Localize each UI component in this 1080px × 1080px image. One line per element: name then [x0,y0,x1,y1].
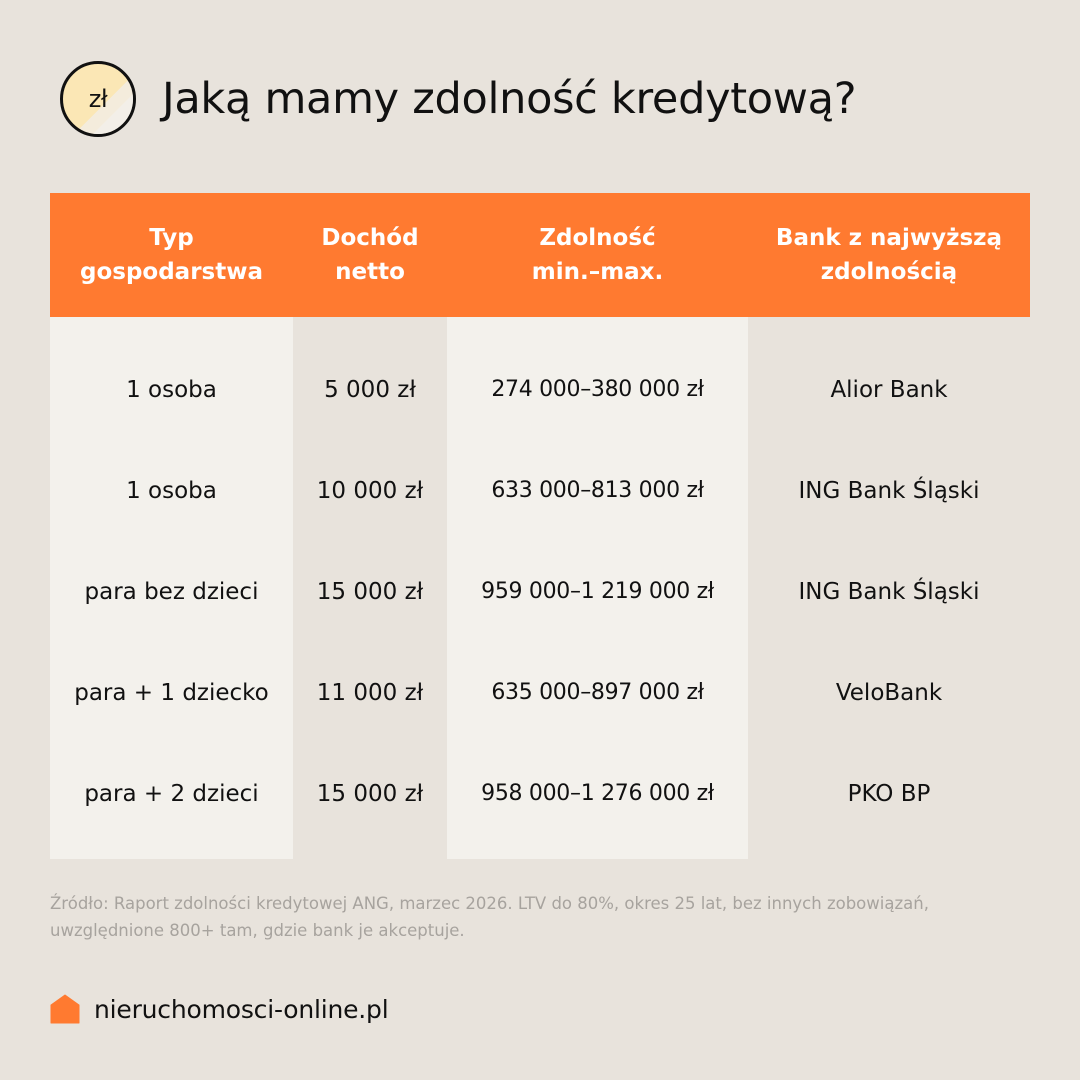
house-icon-svg [50,994,80,1024]
column-header-income: Dochód netto [321,225,419,285]
cell-bank: Alior Bank [830,376,948,403]
cell-capacity-range: 958 000–1 276 000 zł [481,781,714,806]
brand-footer[interactable] [50,994,388,1024]
table-row [50,642,1030,743]
cell-household: para + 2 dzieci [84,780,259,807]
house-icon [50,994,80,1024]
cell-bank: VeloBank [835,679,943,706]
table-row [50,743,1030,844]
coin-symbol: zł [88,85,108,113]
table-row [50,541,1030,642]
credit-capacity-table [50,193,1030,859]
cell-household: 1 osoba [126,376,217,403]
table-row [50,339,1030,440]
cell-income: 15 000 zł [316,780,424,807]
table-header [50,193,1030,317]
cell-income: 11 000 zł [316,679,424,706]
cell-bank: ING Bank Śląski [798,477,980,504]
cell-capacity-range: 959 000–1 219 000 zł [481,579,714,604]
cell-income: 5 000 zł [324,376,416,403]
cell-household: para bez dzieci [84,578,259,605]
cell-capacity-range: 635 000–897 000 zł [491,680,704,705]
column-header-bank: Bank z najwyższą zdolnością [775,225,1003,285]
cell-bank: ING Bank Śląski [798,578,980,605]
column-header-capacity: Zdolność min.–max. [531,225,664,285]
page-title: Jaką mamy zdolność kredytową? [162,74,857,124]
page-header [60,62,856,136]
zloty-coin-icon [60,61,136,137]
cell-income: 15 000 zł [316,578,424,605]
cell-capacity-range: 274 000–380 000 zł [491,377,704,402]
column-header-household: Typ gospodarstwa [79,225,263,285]
cell-bank: PKO BP [847,780,931,807]
cell-household: para + 1 dziecko [74,679,269,706]
source-footnote: Źródło: Raport zdolności kredytowej ANG, marzec 2026. LTV do 80%, okres 25 lat, bez innych zobowiązań, uwzględnione 800+ tam, gdzie bank je akceptuje. [50,894,929,940]
table-row [50,440,1030,541]
cell-income: 10 000 zł [316,477,424,504]
brand-name: nieruchomosci-online.pl [94,994,389,1024]
cell-capacity-range: 633 000–813 000 zł [491,478,704,503]
cell-household: 1 osoba [126,477,217,504]
